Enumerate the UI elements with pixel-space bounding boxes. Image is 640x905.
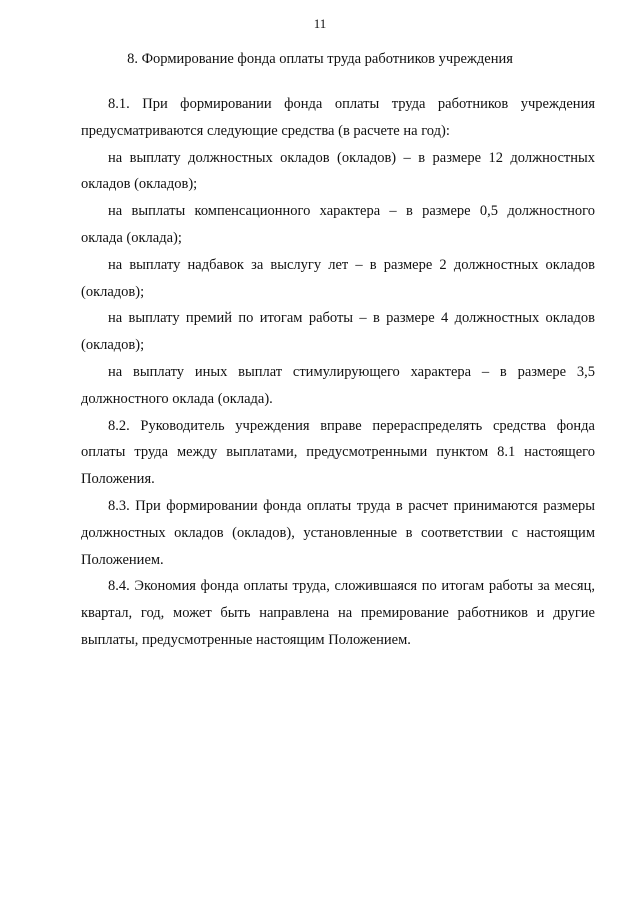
paragraph-8-3: 8.3. При формировании фонда оплаты труда в расчет принимаются размеры должностных окладов (окладов), установленные в соответствии с настоящим Положением. [81, 497, 595, 568]
list-item-seniority: на выплату надбавок за выслугу лет – в размере 2 должностных окладов (окладов); [81, 256, 595, 300]
paragraph-8-2: 8.2. Руководитель учреждения вправе перераспределять средства фонда оплаты труда между выплатами, предусмотренными пунктом 8.1 настоящего Положения. [81, 417, 595, 488]
list-item-salaries: на выплату должностных окладов (окладов) – в размере 12 должностных окладов (окладов); [81, 149, 595, 193]
list-item-incentives: на выплату иных выплат стимулирующего характера – в размере 3,5 должностного оклада (оклада). [81, 363, 595, 407]
list-item-bonuses: на выплату премий по итогам работы – в размере 4 должностных окладов (окладов); [81, 310, 595, 354]
paragraph-8-1: 8.1. При формировании фонда оплаты труда работников учреждения предусматриваются следующие средства (в расчете на год): [81, 96, 595, 139]
section-title: 8. Формирование фонда оплаты труда работников учреждения [127, 51, 513, 67]
list-item-compensation: на выплаты компенсационного характера – в размере 0,5 должностного оклада (оклада); [81, 203, 595, 246]
paragraph-8-4: 8.4. Экономия фонда оплаты труда, сложившаяся по итогам работы за месяц, квартал, год, может быть направлена на премирование работников и другие выплаты, предусмотренные настоящим Положением. [81, 578, 595, 648]
page-number: 11 [313, 16, 327, 31]
document-body [81, 91, 595, 654]
